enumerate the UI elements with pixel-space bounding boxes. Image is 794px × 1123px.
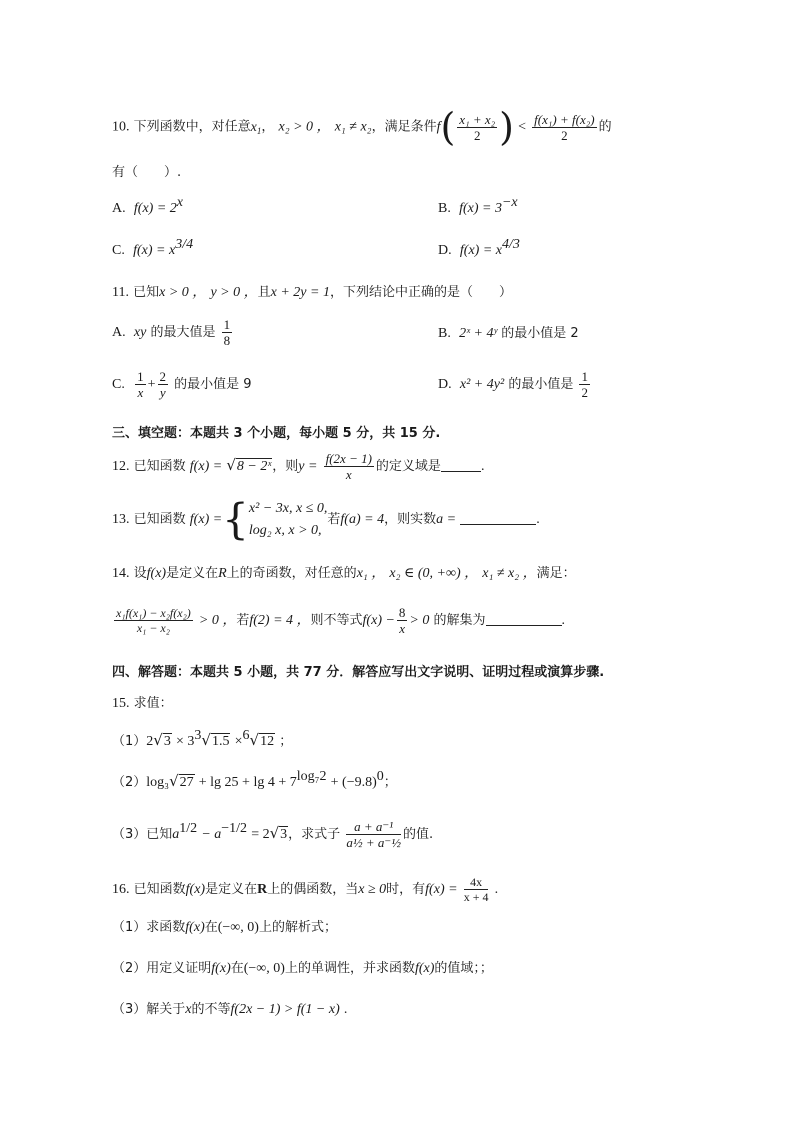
q13-line: 13. 已知函数 f(x) ={ x² − 3x, x ≤ 0, log₂ x, x > 0, 若f(a) = 4，则实数a = . [112, 494, 540, 544]
q15-stem: 15. 求值： [112, 696, 173, 711]
q10-lhs-fraction: $\frac{\text{x₁ + x₂}}{2}$ [459, 111, 496, 143]
q11-option-c: C. $\frac{1}{x}$ + $\frac{2}{y}$ 的最小值是 9 [112, 369, 252, 400]
q16-stem: 16. 已知函数f(x)是定义在R上的偶函数，当x ≥ 0时，有f(x) = $\frac{4x}{x + 4}$ . [112, 875, 499, 904]
q10-condition-gt0: x₂ > 0 ， [278, 119, 331, 135]
q12-answer-blank[interactable] [441, 459, 481, 472]
q10-stem-text-3: 的 [598, 119, 612, 135]
q10-stem-line-2: 有（ ）. [112, 165, 182, 180]
q14-answer-blank[interactable] [486, 613, 562, 626]
q16-part-3: （3）解关于x的不等f(2x − 1) > f(1 − x) . [112, 1002, 348, 1017]
q15-part-2: $(2)\log_3√27 + \lg 25 + \lg 4 + 7^{log_72} + (-9.8)^0$； [112, 769, 397, 790]
q10-number: 10. [112, 119, 130, 135]
q15-part-3: （3）已知$a^{1/2} - a^{-1/2} = 2√3$，求式子 $\frac{\text{a + a⁻¹}}{\text{a½ + a⁻½}}$ 的值. [112, 819, 434, 850]
q12-sqrt: 8 − 2ˣ [236, 459, 272, 474]
q14-line-1: 14. 设f(x)是定义在R上的奇函数，对任意的x₁ ， x₂ ∈ (0, +∞) ， x₁ ≠ x₂ ，满足： [112, 566, 576, 581]
q11-option-b: B. 2ˣ + 4ʸ 的最小值是 2 [438, 326, 579, 341]
q10-option-c: C. $f(x) = x^{3/4}$ [112, 237, 194, 258]
q12-line: 12. 已知函数 f(x) = √8 − 2ˣ，则y = $\frac{f(2x - 1)}{x}$ 的定义域是 . [112, 451, 485, 482]
section-4-heading: 四、解答题：本题共 5 小题，共 77 分．解答应写出文字说明、证明过程或演算步骤. [112, 665, 605, 680]
q16-part-2: （2）用定义证明f(x)在(−∞, 0)上的单调性，并求函数f(x)的值域；； [112, 961, 493, 976]
q10-stem-text-2: ，满足条件 [371, 119, 437, 135]
q10-stem-text: 下列函数中，对任意 [133, 119, 251, 135]
q13-answer-blank[interactable] [460, 512, 536, 525]
q10-x1: $x_1$ [250, 119, 262, 136]
q14-line-2: $\frac{\text{x₁f(x₁) − x₂f(x₂)}}{\text{x₁ − x₂}}$ > 0 ，若f(2) = 4 ，则不等式f(x) − $\frac{8}{x}$ > 0 的解集为 . [116, 605, 566, 636]
q10-option-a: A. $f(x) = 2^x$ [112, 195, 183, 216]
q10-condition-ne: x₁ ≠ x₂ [334, 119, 372, 135]
q10-stem-line: 10. 下列函数中，对任意$x_1$， x₂ > 0 ， x₁ ≠ x₂，满足条件f( $\frac{\text{x₁ + x₂}}{2}$ ) < $\frac{\text{f(x₁) + f(x₂)}}{2}$ 的 [112, 105, 612, 149]
q16-part-1: （1）求函数f(x)在(−∞, 0)上的解析式； [112, 920, 337, 935]
q11-option-a: A. xy 的最大值是 $\frac{1}{8}$ [112, 317, 231, 348]
q10-option-b: B. $f(x) = 3^{-x}$ [438, 195, 518, 216]
q10-option-d: D. $f(x) = x^{4/3}$ [438, 237, 520, 258]
q13-piecewise: x² − 3x, x ≤ 0, log₂ x, x > 0, [248, 501, 328, 538]
q11-option-d: D. x² + 4y² 的最小值是 $\frac{1}{2}$ [438, 369, 588, 400]
q11-stem: 11. 已知x > 0 ， y > 0 ，且x + 2y = 1，下列结论中正确的是（ ） [112, 285, 512, 300]
q15-part-1: $(1)2√3 \times 3^3√1.5 \times^6√12$ ； [112, 728, 293, 749]
section-3-heading: 三、填空题：本题共 3 个小题，每小题 5 分，共 15 分. [112, 426, 441, 441]
q10-rhs-fraction: $\frac{\text{f(x₁) + f(x₂)}}{2}$ [534, 111, 595, 143]
